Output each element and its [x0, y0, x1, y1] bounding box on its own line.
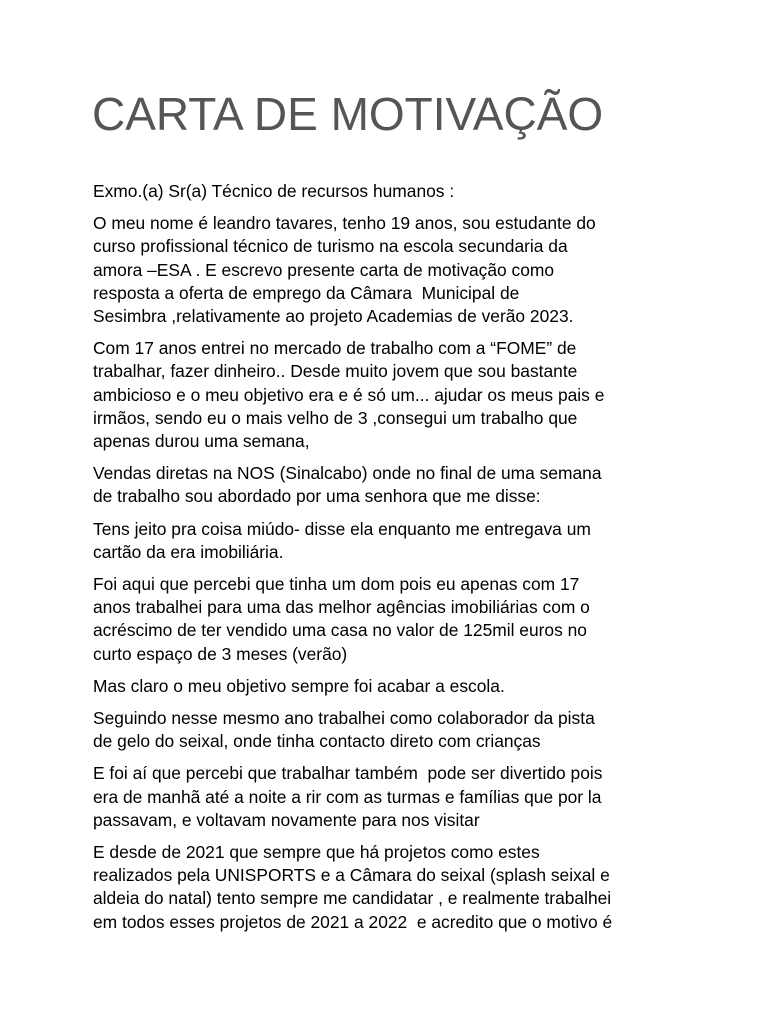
text-line: de trabalho sou abordado por uma senhora que me disse:: [93, 486, 541, 507]
text-line: em todos esses projetos de 2021 a 2022 e acredito que o motivo é: [93, 911, 613, 932]
text-line: acréscimo de ter vendido uma casa no valor de 125mil euros no: [93, 620, 587, 641]
letter-paragraph: [93, 180, 683, 203]
text-line: E desde de 2021 que sempre que há projetos como estes: [93, 842, 540, 863]
letter-paragraph: [93, 462, 683, 508]
text-line: Mas claro o meu objetivo sempre foi acabar a escola.: [93, 675, 505, 696]
text-line: Tens jeito pra coisa miúdo- disse ela enquanto me entregava um: [93, 518, 591, 539]
text-line: aldeia do natal) tento sempre me candidatar , e realmente trabalhei: [93, 888, 612, 909]
letter-paragraph: [93, 675, 683, 698]
text-line: de gelo do seixal, onde tinha contacto direto com crianças: [93, 731, 541, 752]
text-line: Exmo.(a) Sr(a) Técnico de recursos humanos :: [93, 181, 455, 201]
text-line: passavam, e voltavam novamente para nos visitar: [93, 809, 480, 830]
text-line: Vendas diretas na NOS (Sinalcabo) onde no final de uma semana: [93, 463, 602, 484]
letter-paragraph: [93, 212, 683, 328]
text-line: Seguindo nesse mesmo ano trabalhei como colaborador da pista: [93, 708, 595, 729]
letter-paragraph: [93, 707, 683, 753]
text-line: trabalhar, fazer dinheiro.. Desde muito jovem que sou bastante: [93, 361, 578, 382]
text-line: cartão da era imobiliária.: [93, 541, 284, 562]
letter-paragraph: [93, 573, 683, 666]
text-line: Com 17 anos entrei no mercado de trabalho com a “FOME” de: [93, 338, 577, 359]
letter-paragraph: [93, 841, 683, 934]
text-line: Foi aqui que percebi que tinha um dom pois eu apenas com 17: [93, 574, 580, 595]
text-line: anos trabalhei para uma das melhor agências imobiliárias com o: [93, 597, 590, 618]
text-line: amora –ESA . E escrevo presente carta de motivação como: [93, 259, 555, 280]
document-title: CARTA DE MOTIVAÇÃO: [92, 88, 604, 140]
letter-paragraph: [93, 518, 683, 564]
text-line: curto espaço de 3 meses (verão): [93, 643, 348, 664]
text-line: Sesimbra ,relativamente ao projeto Academias de verão 2023.: [93, 306, 574, 327]
text-line: realizados pela UNISPORTS e a Câmara do seixal (splash seixal e: [93, 865, 610, 886]
text-line: ambicioso e o meu objetivo era e é só um... ajudar os meus pais e: [93, 384, 605, 405]
text-line: resposta a oferta de emprego da Câmara Municipal de: [93, 282, 520, 303]
text-line: curso profissional técnico de turismo na escola secundaria da: [93, 236, 568, 257]
letter-paragraph: [93, 337, 683, 453]
text-line: O meu nome é leandro tavares, tenho 19 anos, sou estudante do: [93, 213, 596, 234]
letter-body: [93, 180, 683, 943]
letter-paragraph: [93, 762, 683, 832]
text-line: era de manhã até a noite a rir com as turmas e famílias que por la: [93, 786, 602, 807]
text-line: irmãos, sendo eu o mais velho de 3 ,consegui um trabalho que: [93, 407, 578, 428]
text-line: E foi aí que percebi que trabalhar também pode ser divertido pois: [93, 763, 603, 784]
text-line: apenas durou uma semana,: [93, 431, 310, 452]
